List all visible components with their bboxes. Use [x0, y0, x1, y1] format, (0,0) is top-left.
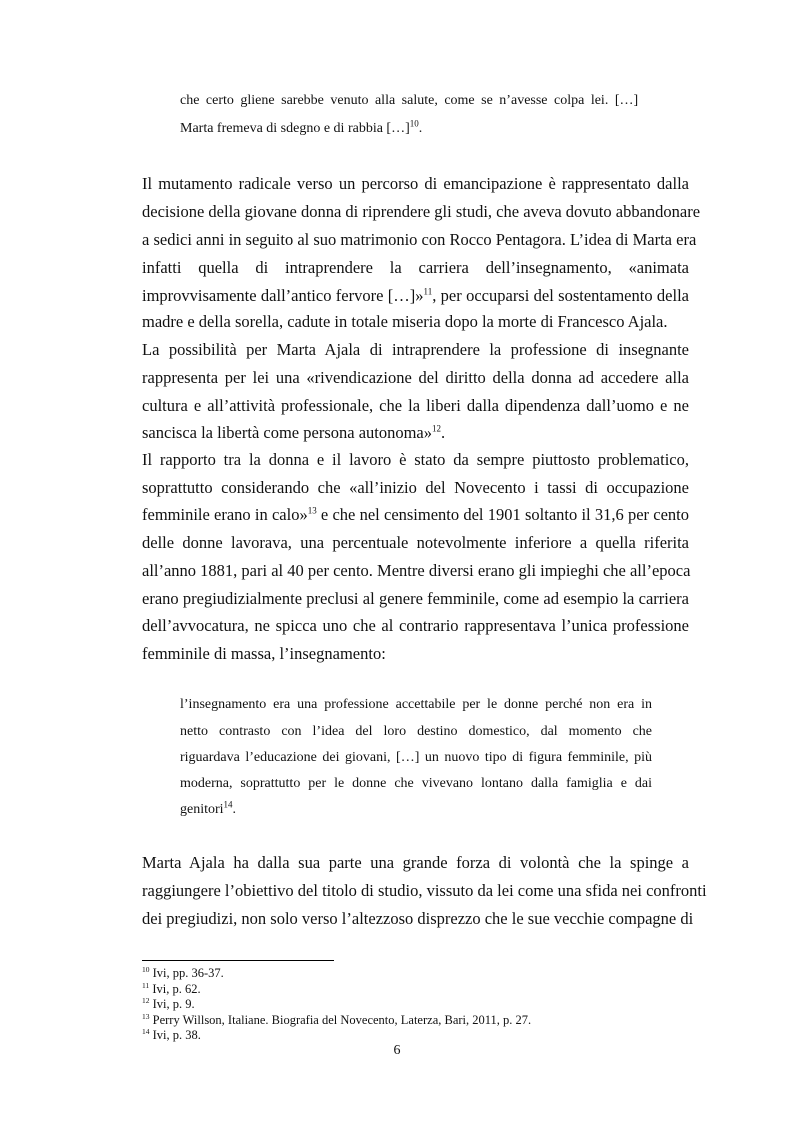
para3-line3-a: femminile erano in calo» — [142, 505, 308, 524]
para1-line5 — [142, 286, 689, 306]
para3-line7: dell’avvocatura, ne spicca uno che al contrario rappresentava l’unica professione — [142, 616, 689, 635]
footnote-number: 14 — [142, 1026, 150, 1036]
para3-line6: erano pregiudizialmente preclusi al genere femminile, come ad esempio la carriera — [142, 589, 689, 608]
para2-line1: La possibilità per Marta Ajala di intraprendere la professione di insegnante — [142, 340, 689, 359]
para3-line8: femminile di massa, l’insegnamento: — [142, 644, 386, 663]
footnote-number: 12 — [142, 995, 150, 1005]
quote2-line3: riguardava l’educazione dei giovani, […] un nuovo tipo di figura femminile, più — [180, 750, 652, 765]
para1-line3: a sedici anni in seguito al suo matrimonio con Rocco Pentagora. L’idea di Marta era — [142, 230, 697, 249]
para3-line1: Il rapporto tra la donna e il lavoro è stato da sempre piuttosto problematico, — [142, 450, 689, 469]
para1-line2: decisione della giovane donna di riprendere gli studi, che aveva dovuto abbandonare — [142, 202, 701, 221]
para1-line6: madre e della sorella, cadute in totale miseria dopo la morte di Francesco Ajala. — [142, 312, 668, 331]
quote1-line2 — [180, 120, 422, 138]
footnote-text: Ivi, pp. 36-37. — [149, 966, 224, 980]
para4-line2: raggiungere l’obiettivo del titolo di studio, vissuto da lei come una sfida nei confronti — [142, 881, 707, 900]
para3-line4: delle donne lavorava, una percentuale notevolmente inferiore a quella riferita — [142, 533, 689, 552]
para3-line3-b: e che nel censimento del 1901 soltanto il 31,6 per cento — [316, 505, 689, 524]
para4-line3: dei pregiudizi, non solo verso l’altezzoso disprezzo che le sue vecchie compagne di — [142, 909, 694, 928]
footnote-ref-11: 11 — [423, 286, 433, 297]
footnote-number: 11 — [142, 980, 150, 990]
quote1-line2-end: . — [418, 121, 423, 136]
footnote-11 — [142, 982, 201, 996]
footnote-14 — [142, 1028, 201, 1042]
para1-line1: Il mutamento radicale verso un percorso di emancipazione è rappresentato dalla — [142, 174, 689, 193]
para3-line3 — [142, 505, 689, 525]
para3-line5: all’anno 1881, pari al 40 per cento. Mentre diversi erano gli impieghi che all’epoca — [142, 561, 691, 580]
quote2-line5-b: . — [232, 802, 237, 817]
para2-line4-a: sancisca la libertà come persona autonoma» — [142, 423, 433, 442]
para2-line4-b: . — [441, 423, 446, 442]
footnote-ref-13: 13 — [307, 505, 317, 516]
para1-line5-a: improvvisamente dall’antico fervore […]» — [142, 286, 424, 305]
footnote-10 — [142, 966, 224, 980]
footnote-number: 10 — [142, 964, 150, 974]
quote2-line4: moderna, soprattutto per le donne che vivevano lontano dalla famiglia e dai — [180, 776, 652, 791]
footnote-separator — [142, 960, 334, 961]
para1-line5-b: , per occuparsi del sostentamento della — [432, 286, 689, 305]
quote2-line1: l’insegnamento era una professione accettabile per le donne perché non era in — [180, 697, 652, 712]
footnote-ref-14: 14 — [223, 799, 233, 810]
footnote-text: Ivi, p. 38. — [149, 1028, 201, 1042]
footnote-13 — [142, 1013, 531, 1027]
footnote-ref-10: 10 — [409, 118, 419, 129]
para2-line2: rappresenta per lei una «rivendicazione del diritto della donna ad accedere alla — [142, 368, 689, 387]
para3-line2: soprattutto considerando che «all’inizio del Novecento i tassi di occupazione — [142, 478, 689, 497]
quote2-line2: netto contrasto con l’idea del loro destino domestico, dal momento che — [180, 724, 652, 739]
quote1-line2-text: Marta fremeva di sdegno e di rabbia […] — [180, 121, 410, 136]
para2-line3: cultura e all’attività professionale, che la liberi dalla dipendenza dall’uomo e ne — [142, 396, 689, 415]
footnote-ref-12: 12 — [432, 423, 442, 434]
footnote-12 — [142, 997, 195, 1011]
footnote-text: Ivi, p. 62. — [149, 982, 201, 996]
quote2-line5-a: genitori — [180, 802, 224, 817]
footnote-number: 13 — [142, 1011, 150, 1021]
footnote-text: Perry Willson, Italiane. Biografia del Novecento, Laterza, Bari, 2011, p. 27. — [149, 1013, 532, 1027]
para1-line4: infatti quella di intraprendere la carriera dell’insegnamento, «animata — [142, 258, 689, 277]
footnote-text: Ivi, p. 9. — [149, 997, 195, 1011]
para4-line1: Marta Ajala ha dalla sua parte una grande forza di volontà che la spinge a — [142, 853, 689, 872]
para2-line4 — [142, 423, 689, 443]
page-number: 6 — [393, 1043, 401, 1058]
quote1-line1: che certo gliene sarebbe venuto alla salute, come se n’avesse colpa lei. […] — [180, 93, 639, 108]
quote2-line5 — [180, 801, 652, 819]
